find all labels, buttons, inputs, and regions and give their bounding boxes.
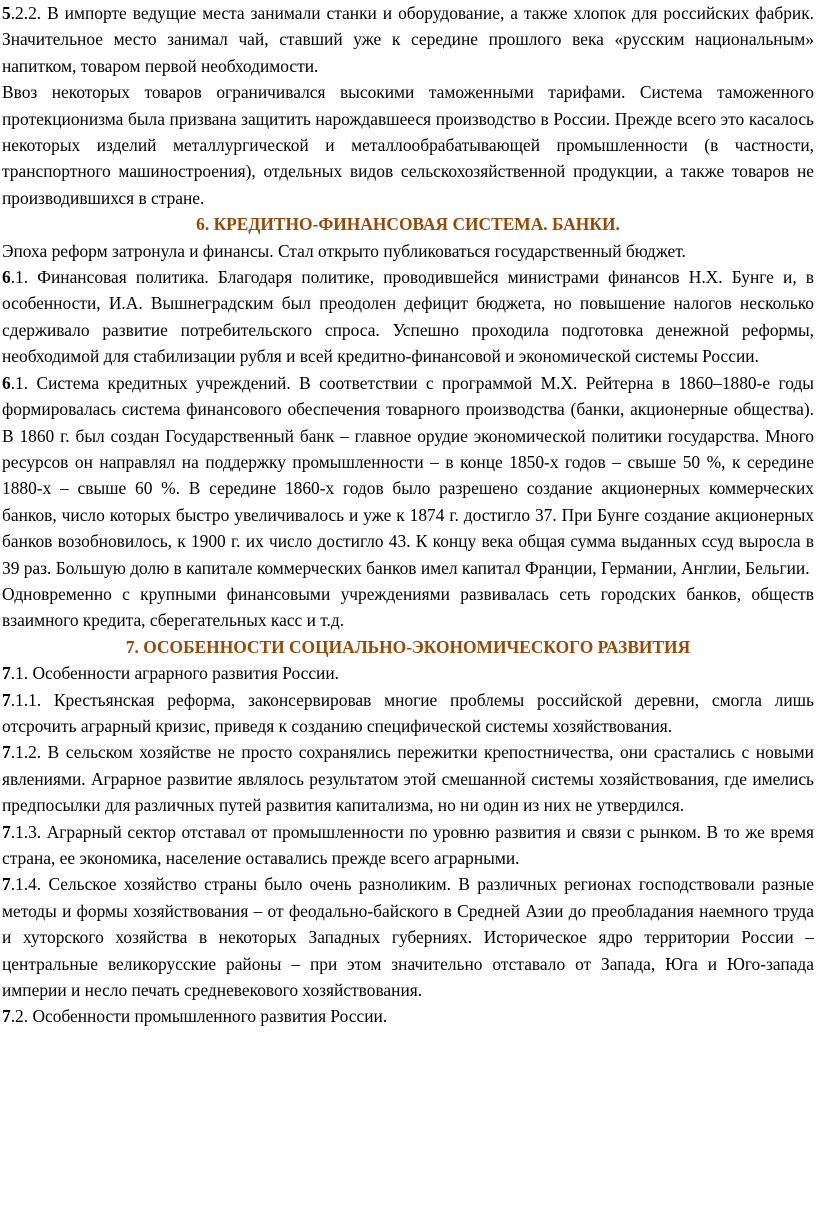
paragraph-7-1-4	[2, 871, 814, 1003]
section-number: 7	[2, 821, 11, 842]
paragraph-text: .2. Особенности промышленного развития России.	[10, 1006, 388, 1027]
paragraph-5-2-2	[2, 0, 814, 79]
section-heading-7: 7. ОСОБЕННОСТИ СОЦИАЛЬНО-ЭКОНОМИЧЕСКОГО РАЗВИТИЯ	[125, 636, 691, 657]
paragraph-text: .1.2. В сельском хозяйстве не просто сохранялись пережитки крепостничества, они срастались с новыми явлениями. Аграрное развитие являлось результатом этой смешанной системы хозяйствования, где имелись предпосылки для различных путей развития капитализма, но ни один из них не утвердился.	[2, 742, 814, 816]
section-number: 7	[2, 1006, 11, 1027]
paragraph-text: .2.2. В импорте ведущие места занимали станки и оборудование, а также хлопок для российских фабрик. Значительное место занимал чай, ставший уже к середине прошлого века «русским национальным» напитком, товаром первой необходимости.	[2, 3, 814, 76]
paragraph-7-2	[2, 1003, 814, 1029]
paragraph-text: .1. Особенности аграрного развития России.	[10, 663, 339, 684]
paragraph-text: .1. Финансовая политика. Благодаря политике, проводившейся министрами финансов Н.Х. Бунге и, в особенности, И.А. Вышнеградским был преодолен дефицит бюджета, но повышение налогов несколько сдерживало развитие потребительского спроса. Успешно проходила подготовка денежной реформы, необходимой для стабилизации рубля и всей кредитно-финансовой и экономической системы России.	[2, 267, 814, 367]
section-number: 7	[2, 874, 11, 895]
section-number: 7	[2, 663, 11, 684]
section-number: 5	[2, 3, 11, 23]
section-number: 7	[2, 689, 11, 710]
section-heading-6: 6. КРЕДИТНО-ФИНАНСОВАЯ СИСТЕМА. БАНКИ.	[196, 214, 620, 235]
paragraph-7-1-3	[2, 819, 814, 872]
paragraph-text: Одновременно с крупными финансовыми учреждениями развивалась сеть городских банков, обществ взаимного кредита, сберегательных касс и т.д.	[2, 583, 814, 631]
paragraph-reform-era	[2, 238, 814, 264]
paragraph-text: .1.4. Сельское хозяйство страны было очень разноликим. В различных регионах господствовали разные методы и формы хозяйствования – от феодально-байского в Средней Азии до преобладания наемного труда и хуторского хозяйства в некоторых Западных губерниях. Историческое ядро территории России – центральные великорусские районы – при этом значительно отставало от Запада, Юга и Юго-запада империи и несло печать средневекового хозяйствования.	[2, 874, 814, 1001]
section-number: 6	[2, 372, 11, 393]
paragraph-text: Эпоха реформ затронула и финансы. Стал открыто публиковаться государственный бюджет.	[2, 240, 686, 261]
paragraph-text: .1.3. Аграрный сектор отставал от промышленности по уровню развития и связи с рынком. В то же время страна, ее экономика, население оставались прежде всего аграрными.	[2, 821, 814, 868]
paragraph-7-1-2	[2, 739, 814, 818]
section-number: 6	[2, 267, 11, 288]
paragraph-text: .1. Система кредитных учреждений. В соответствии с программой М.Х. Рейтерна в 1860–1880-е годы формировалась система финансового обеспечения товарного производства (банки, акционерные общества). В 1860 г. был создан Государственный банк – главное орудие экономической политики государства. Много ресурсов он направлял на поддержку промышленности – в конце 1850-х годов – свыше 50 %, к середине 1880-х – свыше 60 %. В середине 1860-х годов было разрешено создание акционерных коммерческих банков, число которых быстро увеличивалось и уже к 1874 г. достигло 37. При Бунге создание акционерных банков возобновилось, к 1900 г. их число достигло 43. К концу века общая сумма выданных ссуд выросла в 39 раз. Большую долю в капитале коммерческих банков имел капитал Франции, Германии, Англии, Бельгии.	[2, 372, 814, 578]
paragraph-6-1-financial-policy	[2, 264, 814, 370]
paragraph-7-1	[2, 660, 814, 686]
paragraph-city-banks	[2, 581, 814, 634]
paragraph-text: .1.1. Крестьянская реформа, законсервировав многие проблемы российской деревни, смогла лишь отсрочить аграрный кризис, приведя к созданию специфической системы хозяйствования.	[2, 689, 814, 736]
paragraph-6-1-credit-institutions	[2, 370, 814, 581]
paragraph-text: Ввоз некоторых товаров ограничивался высокими таможенными тарифами. Система таможенного протекционизма была призвана защитить нарождавшееся производство в России. Прежде всего это касалось некоторых изделий металлургической и металлообрабатывающей промышленности (в частности, транспортного машиностроения), отдельных видов сельскохозяйственной продукции, а также товаров не производившихся в стране.	[2, 82, 814, 208]
section-number: 7	[2, 742, 11, 763]
paragraph-tariffs	[2, 79, 814, 211]
paragraph-7-1-1	[2, 687, 814, 740]
